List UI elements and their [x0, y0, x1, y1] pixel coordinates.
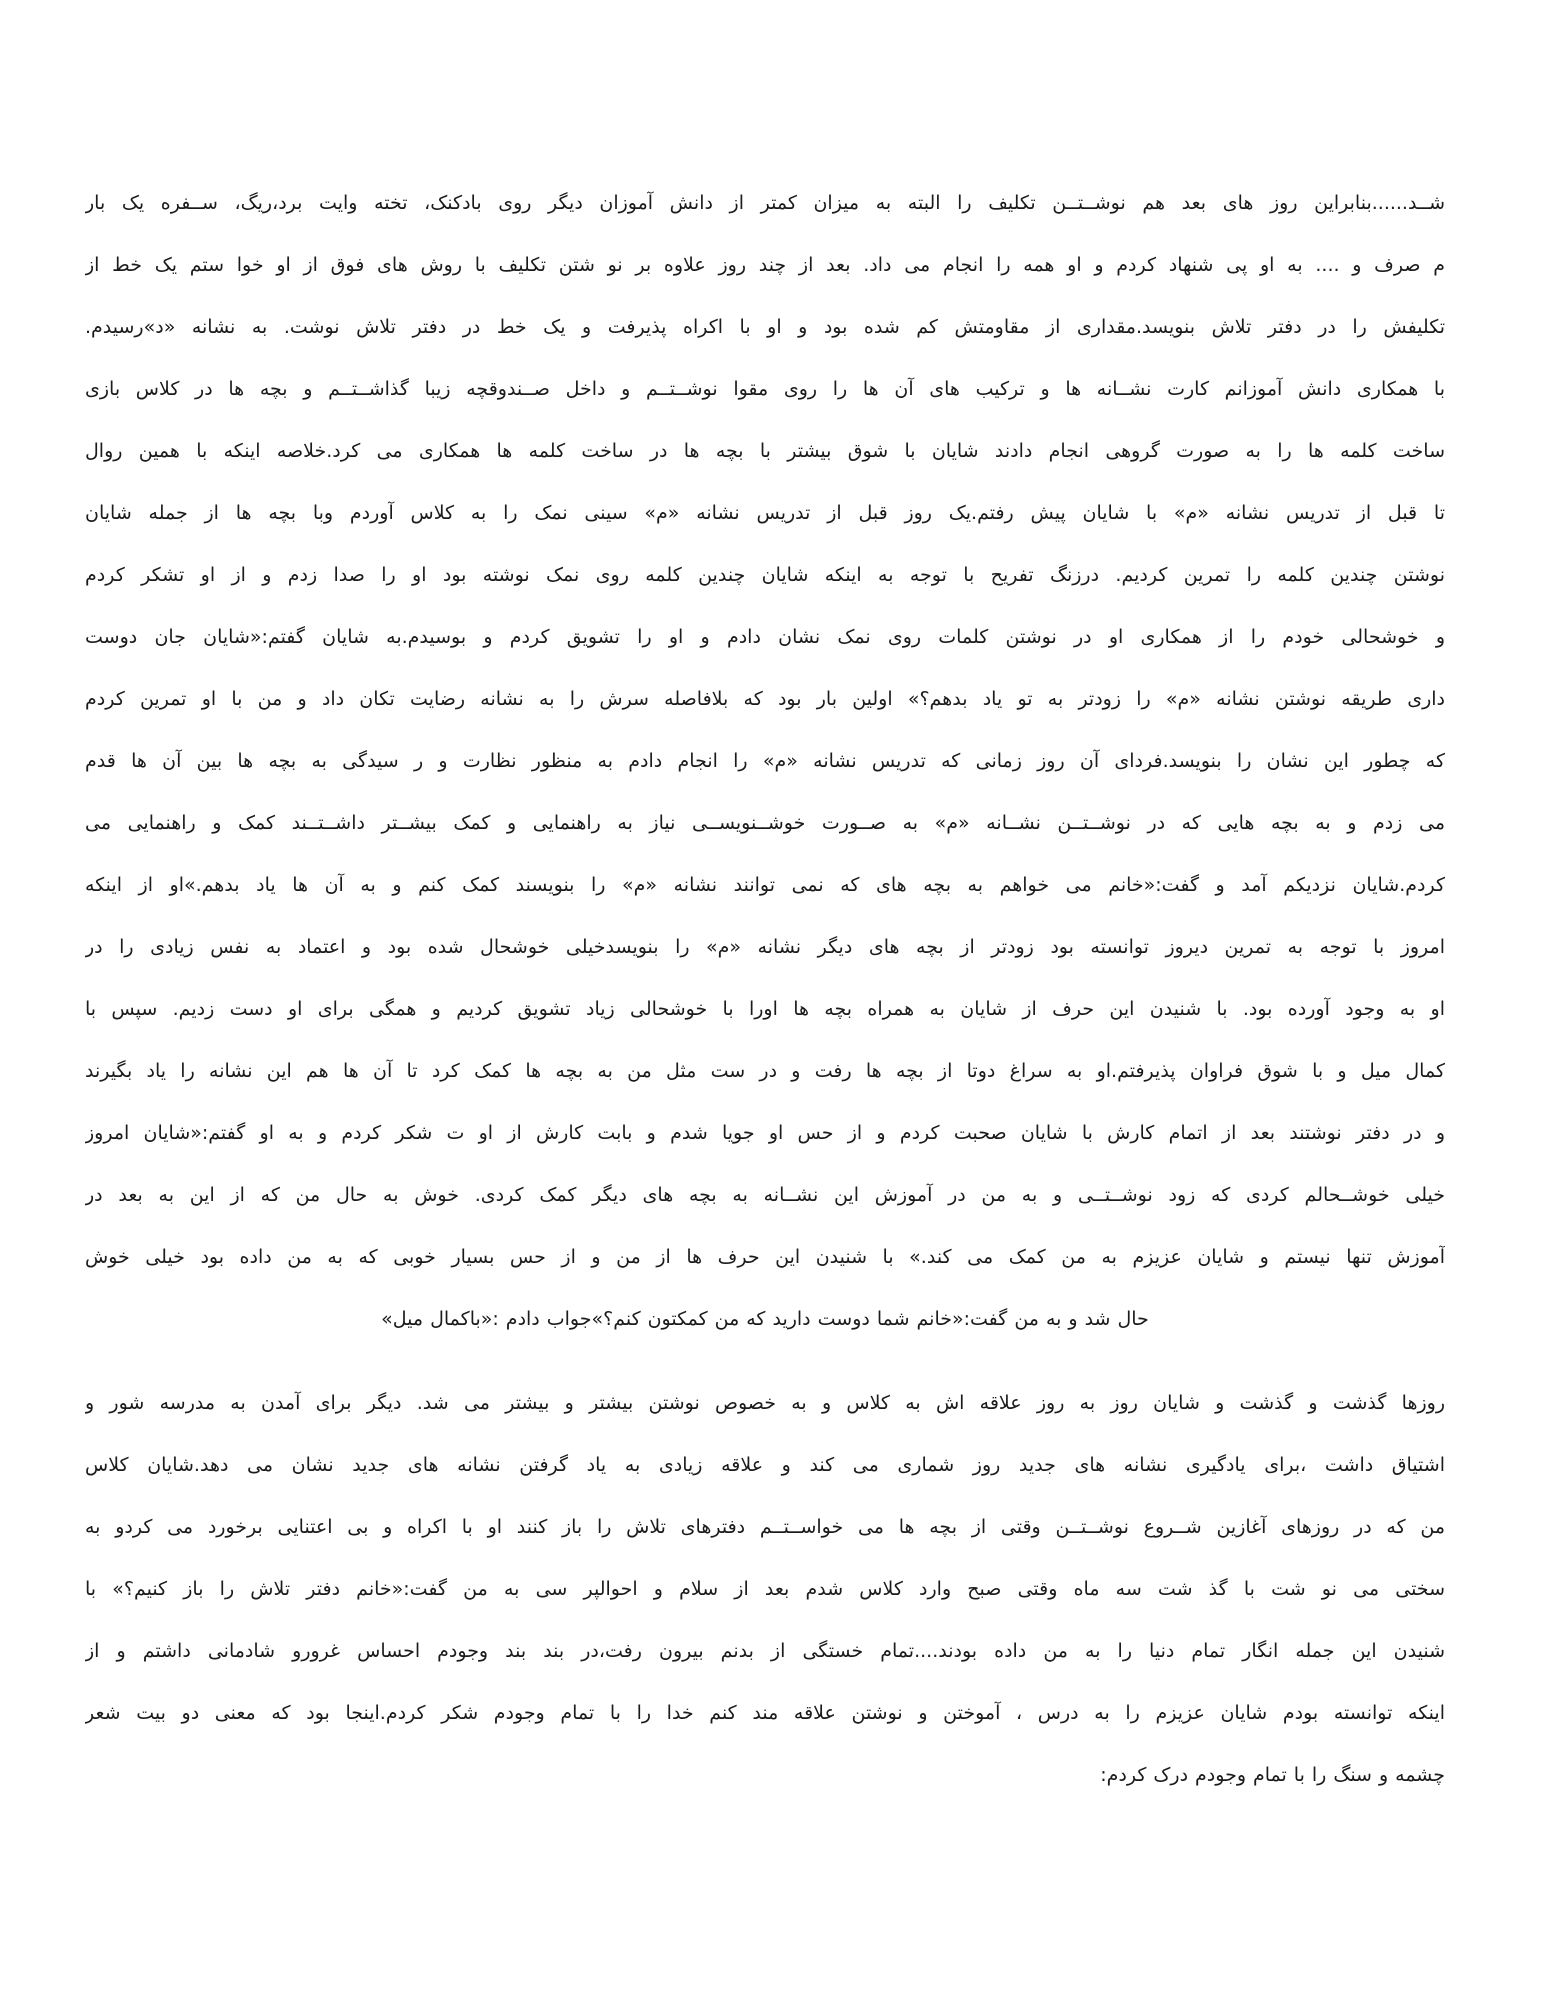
text-line: آموزش تنها نیستم و شایان عزیزم به من کمک می کند.» با شنیدن این حرف ها از من و از حس بسیار خوبی که به من داده بود خیلی خوش — [85, 1246, 1445, 1268]
text-line: با همکاری دانش آموزانم کارت نشــانه ها و ترکیب های آن ها را روی مقوا نوشــتــم و داخل صــندوقچه زیبا گذاشــتــم و بچه ها در کلاس بازی — [85, 378, 1445, 400]
text-line: شــد......بنابراین روز های بعد هم نوشــتــن تکلیف را البته به میزان کمتر از دانش آموزان دیگر روی بادکنک، تخته وایت برد،ریگ، ســفره یک بار — [85, 192, 1445, 214]
text-line: تکلیفش را در دفتر تلاش بنویسد.مقداری از مقاومتش کم شده بود و او با اکراه پذیرفت و یک خط در دفتر تلاش نوشت. به نشانه «د»رسیدم. — [85, 316, 1445, 338]
text-line: داری طریقه نوشتن نشانه «م» را زودتر به تو یاد بدهم؟» اولین بار بود که بلافاصله سرش را به نشانه رضایت تکان داد و من با او تمرین کردم — [85, 688, 1445, 710]
text-line: می زدم و به بچه هایی که در نوشــتــن نشــانه «م» به صــورت خوشــنویســی نیاز به راهنمایی و کمک بیشــتر داشــتــند کمک و راهنمایی می — [85, 812, 1445, 834]
text-line: سختی می نو شت با گذ شت سه ماه وقتی صبح وارد کلاس شدم بعد از سلام و احوالپر سی به من گفت:«خانم دفتر تلاش را باز کنیم؟» با — [85, 1578, 1445, 1600]
text-line: م صرف و .... به او پی شنهاد کردم و او همه را انجام می داد. بعد از چند روز علاوه بر نو شتن تکلیف با روش های فوق از او خوا ستم یک خط از — [85, 254, 1445, 276]
text-line: نوشتن چندین کلمه را تمرین کردیم. درزنگ تفریح با توجه به اینکه شایان چندین کلمه روی نمک نوشته بود او را صدا زدم و از او تشکر کردم — [85, 564, 1445, 586]
text-line: حال شد و به من گفت:«خانم شما دوست دارید که من کمکتون کنم؟»جواب دادم :«باکمال میل» — [381, 1308, 1149, 1330]
text-line: چشمه و سنگ را با تمام وجودم درک کردم: — [1100, 1764, 1445, 1786]
text-line: شنیدن این جمله انگار تمام دنیا را به من داده بودند....تمام خستگی از بدنم بیرون رفت،در بند بند وجودم احساس غرورو شادمانی داشتم و از — [85, 1640, 1445, 1662]
text-line: من که در روزهای آغازین شــروع نوشــتــن وقتی از بچه ها می خواســتــم دفترهای تلاش را باز کنند او با اکراه و بی اعتنایی برخورد می کردو به — [85, 1516, 1445, 1538]
text-line: کردم.شایان نزدیکم آمد و گفت:«خانم می خواهم به بچه های که نمی توانند نشانه «م» را بنویسند کمک کنم و به آن ها یاد بدهم.»او از اینکه — [85, 874, 1445, 896]
text-line: روزها گذشت و گذشت و شایان روز به روز علاقه اش به کلاس و به خصوص نوشتن بیشتر و بیشتر می شد. دیگر برای آمدن به مدرسه شور و — [85, 1392, 1445, 1414]
paragraph-2 — [85, 1372, 1445, 1806]
text-line: و خوشحالی خودم را از همکاری او در نوشتن کلمات روی نمک نشان دادم و او را تشویق کردم و بوسیدم.به شایان گفتم:«شایان جان دوست — [85, 626, 1445, 648]
text-line: تا قبل از تدریس نشانه «م» با شایان پیش رفتم.یک روز قبل از تدریس نشانه «م» سینی نمک را به کلاس آوردم وبا بچه ها از جمله شایان — [85, 502, 1445, 524]
text-line: و در دفتر نوشتند بعد از اتمام کارش با شایان صحبت کردم و از حس او جویا شدم و بابت کارش از او ت شکر کردم و به او گفتم:«شایان امروز — [85, 1122, 1445, 1144]
document-text — [85, 172, 1445, 1806]
text-line: کمال میل و با شوق فراوان پذیرفتم.او به سراغ دوتا از بچه ها رفت و در ست مثل من به بچه ها کمک کرد تا آن ها هم این نشانه را یاد بگیرند — [85, 1060, 1445, 1082]
text-line: خیلی خوشــحالم کردی که زود نوشــتــی و به من در آموزش این نشــانه به بچه های دیگر کمک کردی. خوش به حال من که از این به بعد در — [85, 1184, 1445, 1206]
text-line: اشتیاق داشت ،برای یادگیری نشانه های جدید روز شماری می کند و علاقه زیادی به یاد گرفتن نشانه های جدید نشان می دهد.شایان کلاس — [85, 1454, 1445, 1476]
text-line: که چطور این نشان را بنویسد.فردای آن روز زمانی که تدریس نشانه «م» را انجام دادم به منظور نظارت و ر سیدگی به بچه ها بین آن ها قدم — [85, 750, 1445, 772]
text-line: اینکه توانسته بودم شایان عزیزم را به درس ، آموختن و نوشتن علاقه مند کنم خدا را با تمام وجودم شکر کردم.اینجا بود که معنی دو بیت شعر — [85, 1702, 1445, 1724]
text-line: ساخت کلمه ها را به صورت گروهی انجام دادند شایان با شوق بیشتر با بچه ها در ساخت کلمه ها همکاری می کرد.خلاصه اینکه با همین روال — [85, 440, 1445, 462]
text-line: او به وجود آورده بود. با شنیدن این حرف از شایان به همراه بچه ها اورا با خوشحالی زیاد تشویق کردیم و همگی برای او دست زدیم. سپس با — [85, 998, 1445, 1020]
paragraph-1 — [85, 172, 1445, 1350]
text-line: امروز با توجه به تمرین دیروز توانسته بود زودتر از بچه های دیگر نشانه «م» را بنویسدخیلی خوشحال شده بود و اعتماد به نفس زیادی را در — [85, 936, 1445, 958]
